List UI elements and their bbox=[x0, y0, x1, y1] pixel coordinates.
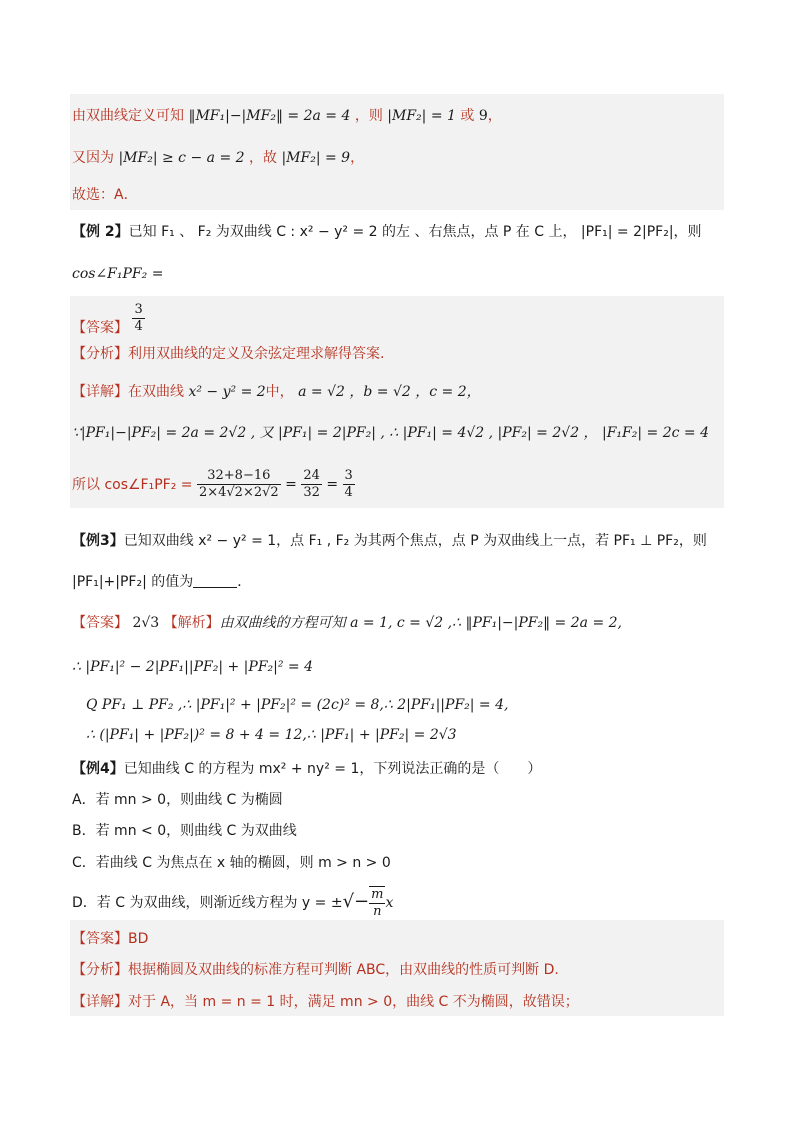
ex3-question-line-1: 【例3】已知双曲线 x² − y² = 1，点 F₁ , F₂ 为其两个焦点，点 P 为双曲线上一点，若 PF₁ ⊥ PF₂，则 bbox=[72, 533, 707, 549]
answer-blank bbox=[193, 573, 237, 588]
ex2-answer-fraction: $\frac{3}{4}$ bbox=[134, 302, 143, 334]
ex3-answer: 【答案】 2√3 【解析】由双曲线的方程可知 a = 1, c = √2 ,∴ ‖PF₁|−|PF₂‖ = 2a = 2, bbox=[72, 615, 622, 631]
solution-choice: 故选：A． bbox=[72, 187, 138, 203]
ex2-step-2: 所以 cos∠F₁PF₂ = $\frac{32+8-16}{2\times 4√2\times 2√2}$ = $\frac{24}{32}$ = $\frac{3}{4}$ bbox=[72, 468, 353, 500]
ex4-question: 【例4】已知曲线 C 的方程为 mx² + ny² = 1，下列说法正确的是（ ） bbox=[72, 761, 542, 777]
ex4-tag: 【例4】 bbox=[72, 761, 124, 777]
ex3-question-line-2: |PF₁|+|PF₂| 的值为 ． bbox=[72, 574, 252, 590]
ex4-answer: 【答案】BD bbox=[72, 931, 149, 947]
ex2-question-line-1: 【例 2】已知 F₁ 、 F₂ 为双曲线 C : x² − y² = 2 的左 、右焦点，点 P 在 C 上， |PF₁| = 2|PF₂|，则 bbox=[72, 224, 702, 240]
ex2-fraction-1: $\frac{32+8-16}{2\times 4√2\times 2√2}$ bbox=[198, 468, 279, 500]
ex3-tag: 【例3】 bbox=[72, 533, 124, 549]
ex4-option-a: A．若 mn > 0，则曲线 C 为椭圆 bbox=[72, 792, 283, 808]
ex4-option-b: B．若 mn < 0，则曲线 C 为双曲线 bbox=[72, 823, 297, 839]
solution-line-2: 又因为 |MF₂| ≥ c − a = 2 ，故 |MF₂| = 9， bbox=[72, 150, 365, 166]
ex4-option-c: C．若曲线 C 为焦点在 x 轴的椭圆，则 m > n > 0 bbox=[72, 855, 391, 871]
ex4-fraction: $\frac{m}{n}$ bbox=[371, 887, 384, 919]
ex2-step-1: ∵|PF₁|−|PF₂| = 2a = 2√2 , 又 |PF₁| = 2|PF₂| , ∴ |PF₁| = 4√2 , |PF₂| = 2√2 ， |F₁F₂| = 2c = 4 bbox=[72, 425, 709, 441]
ex2-question-line-2: cos∠F₁PF₂ = bbox=[72, 266, 164, 282]
ex3-step-1: ∴ |PF₁|² − 2|PF₁||PF₂| + |PF₂|² = 4 bbox=[72, 659, 314, 675]
ex2-tag: 【例 2】 bbox=[72, 224, 129, 240]
ex3-step-3: ∴ (|PF₁| + |PF₂|)² = 8 + 4 = 12,∴ |PF₁| + |PF₂| = 2√3 bbox=[86, 727, 457, 743]
sqrt-sign: √− bbox=[342, 891, 370, 912]
solution-line-1: 由双曲线定义可知 ‖MF₁|−|MF₂‖ = 2a = 4 ，则 |MF₂| = 1 或 9， bbox=[72, 108, 502, 124]
ex2-detail: 【详解】在双曲线 x² − y² = 2中， a = √2 ，b = √2 ，c = 2， bbox=[72, 384, 481, 400]
ex2-analysis: 【分析】利用双曲线的定义及余弦定理求解得答案. bbox=[72, 346, 385, 362]
ex2-answer: 【答案】 $\frac{3}{4}$ bbox=[72, 302, 143, 336]
ex2-fraction-3: $\frac{3}{4}$ bbox=[344, 468, 353, 500]
ex4-detail: 【详解】对于 A，当 m = n = 1 时，满足 mn > 0，曲线 C 不为椭圆，故错误； bbox=[72, 994, 579, 1010]
ex2-fraction-2: $\frac{24}{32}$ bbox=[303, 468, 320, 500]
ex4-analysis: 【分析】根据椭圆及双曲线的标准方程可判断 ABC，由双曲线的性质可判断 D. bbox=[72, 962, 559, 978]
ex3-step-2: Q PF₁ ⊥ PF₂ ,∴ |PF₁|² + |PF₂|² = (2c)² = 8,∴ 2|PF₁||PF₂| = 4, bbox=[86, 697, 509, 713]
ex4-option-d: D．若 C 为双曲线，则渐近线方程为 y = ±√− $\frac{m}{n}$ x bbox=[72, 887, 394, 919]
